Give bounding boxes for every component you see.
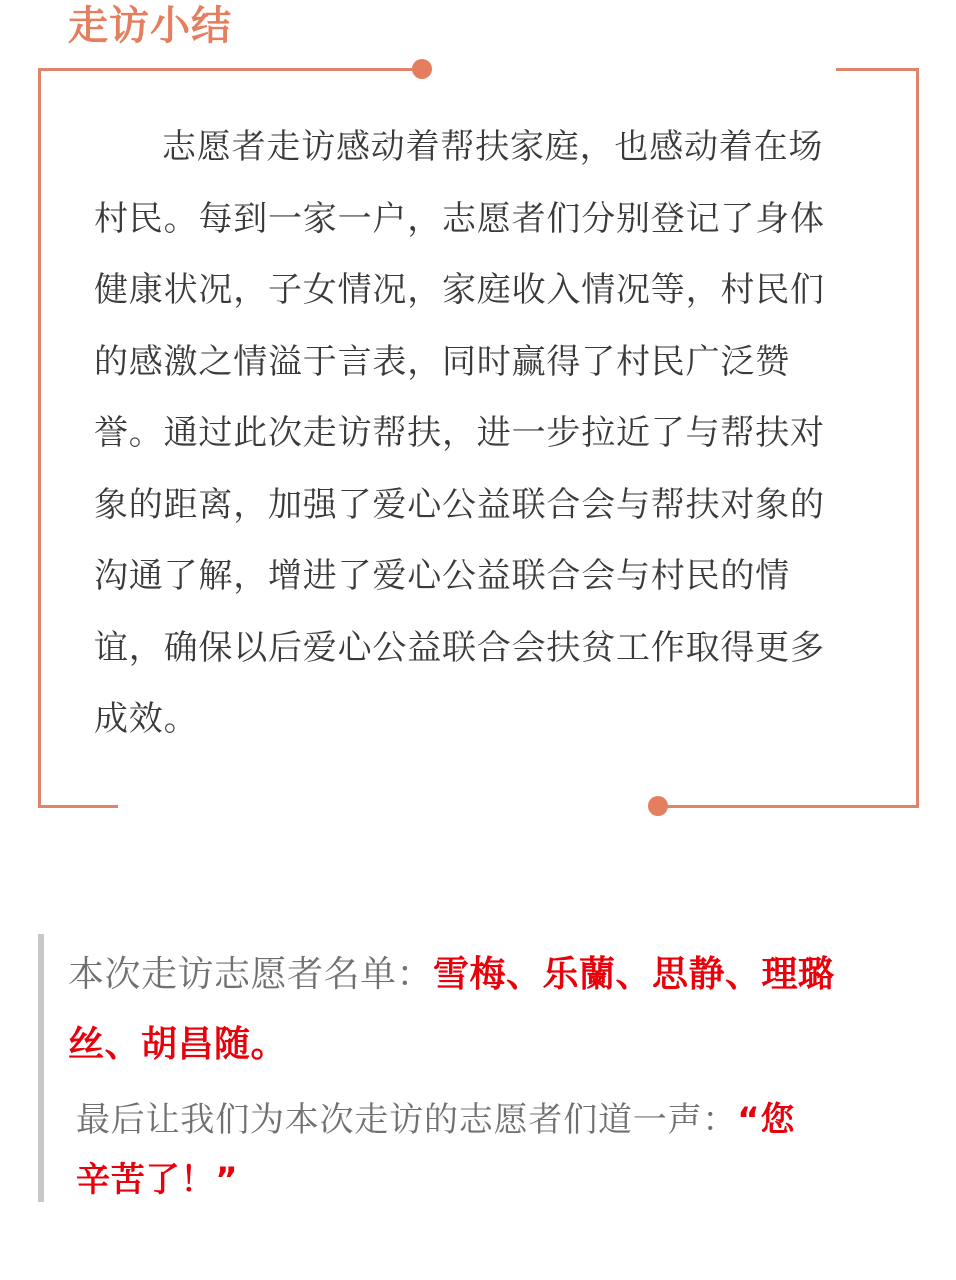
frame-right-line: [916, 68, 919, 808]
volunteer-names: 雪梅、乐蘭、思静、理璐丝、胡昌随。: [68, 954, 835, 1065]
volunteer-list-label: 本次走访志愿者名单：: [68, 954, 434, 995]
section-title: 走访小结: [68, 3, 232, 49]
frame-left-line: [38, 68, 41, 808]
closing-text: 最后让我们为本次走访的志愿者们道一声：: [76, 1100, 738, 1140]
frame-bottom-left-line: [38, 805, 118, 808]
frame-bottom-dot: [648, 796, 668, 816]
frame-top-right-line: [836, 68, 919, 71]
quote-bar: [38, 934, 44, 1202]
closing-message: [76, 1090, 796, 1210]
frame-top-dot: [412, 59, 432, 79]
frame-bottom-right-line: [656, 805, 919, 808]
volunteer-list: [68, 940, 898, 1080]
frame-top-left-line: [38, 68, 422, 71]
summary-paragraph: 志愿者走访感动着帮扶家庭，也感动着在场村民。每到一家一户，志愿者们分别登记了身体健康状况，子女情况，家庭收入情况等，村民们的感激之情溢于言表，同时赢得了村民广泛赞誉。通过此次走访帮扶，进一步拉近了与帮扶对象的距离，加强了爱心公益联合会与帮扶对象的沟通了解，增进了爱心公益联合会与村民的情谊，确保以后爱心公益联合会扶贫工作取得更多成效。: [94, 127, 825, 739]
closing-thanks: “您辛苦了！”: [76, 1100, 796, 1200]
